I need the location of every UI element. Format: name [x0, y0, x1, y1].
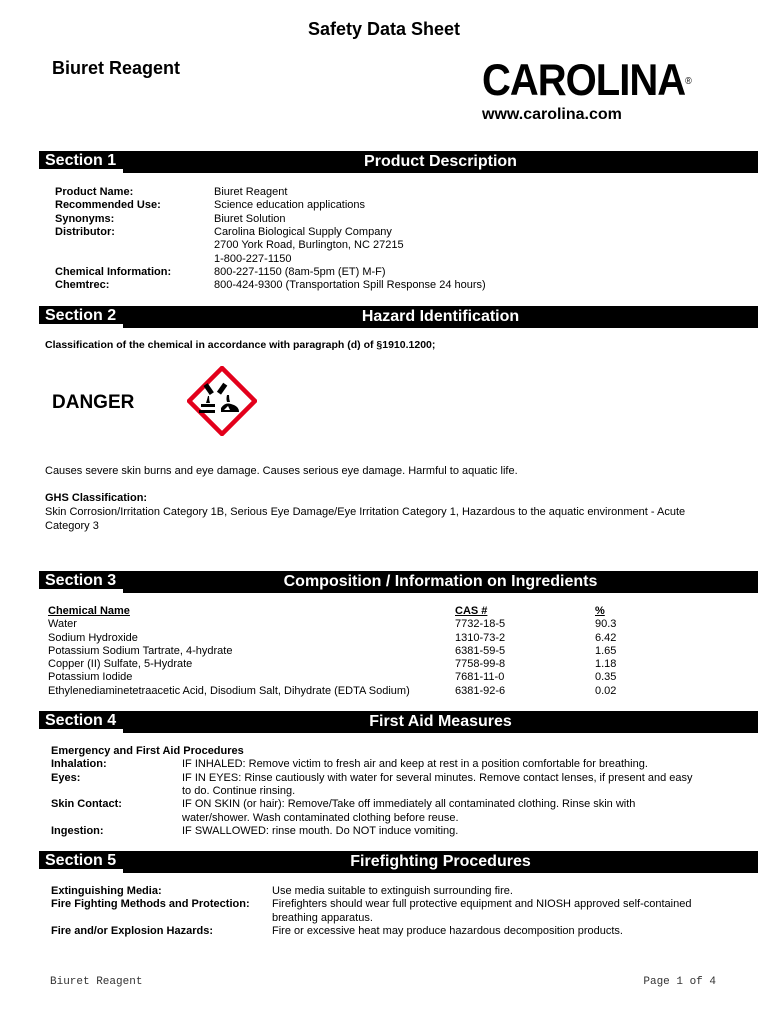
chemical-name-cell: Potassium Iodide — [48, 671, 133, 684]
chemical-name-cell: Ethylenediaminetetraacetic Acid, Disodium Salt, Dihydrate (EDTA Sodium) — [48, 684, 410, 697]
table-row — [48, 671, 675, 684]
logo-text: CAROLINA — [482, 56, 686, 106]
product-title: Biuret Reagent — [52, 58, 181, 78]
explosion-hazards-label: Fire and/or Explosion Hazards: — [51, 924, 213, 937]
inhalation-label: Inhalation: — [51, 758, 107, 771]
section-heading: Composition / Information on Ingredients — [283, 573, 598, 590]
distributor-line: 2700 York Road, Burlington, NC 27215 — [214, 239, 404, 252]
cas-cell: 7732-18-5 — [455, 618, 506, 631]
section-number: Section 4 — [45, 712, 117, 729]
chemical-information-value: 800-227-1150 (8am-5pm (ET) M-F) — [214, 265, 386, 278]
synonyms-value: Biuret Solution — [214, 212, 286, 225]
fire-fighting-methods-text: Firefighters should wear full protective equipment and NIOSH approved self-contained — [272, 898, 692, 911]
eyes-text: IF IN EYES: Rinse cautiously with water for several minutes. Remove contact lenses, if present and easy — [182, 771, 693, 784]
footer-page-number: Page 1 of 4 — [643, 976, 716, 988]
section-tab-divider — [39, 324, 123, 328]
section-heading: Product Description — [364, 153, 517, 170]
ghs-classification-text: Skin Corrosion/Irritation Category 1B, Serious Eye Damage/Eye Irritation Category 1, Hazardous to the aquatic environment - Acute Category 3 — [45, 506, 686, 532]
percent-cell: 1.18 — [595, 658, 617, 671]
recommended-use-value: Science education applications — [214, 199, 366, 212]
cas-cell: 7758-99-8 — [455, 658, 506, 671]
chemtrec-value: 800-424-9300 (Transportation Spill Response 24 hours) — [214, 279, 486, 292]
first-aid-block — [51, 745, 751, 841]
eyes-text: to do. Continue rinsing. — [182, 784, 296, 797]
section-tab-divider — [39, 729, 123, 733]
chemical-name-cell: Sodium Hydroxide — [48, 631, 138, 644]
product-name-value: Biuret Reagent — [214, 186, 288, 198]
skin-contact-text: water/shower. Wash contaminated clothing before reuse. — [182, 811, 459, 824]
column-header: % — [595, 605, 605, 617]
percent-cell: 6.42 — [595, 631, 617, 644]
percent-cell: 0.02 — [595, 684, 617, 697]
cas-cell: 1310-73-2 — [455, 631, 506, 644]
percent-cell: 1.65 — [595, 644, 617, 657]
first-aid-heading: Emergency and First Aid Procedures — [51, 745, 244, 757]
skin-contact-label: Skin Contact: — [51, 798, 122, 811]
section-tab-divider — [39, 869, 123, 873]
carolina-logo — [482, 56, 691, 124]
section-tab-divider — [39, 589, 123, 593]
signal-word: DANGER — [52, 392, 135, 413]
ingestion-text: IF SWALLOWED: rinse mouth. Do NOT induce vomiting. — [182, 824, 459, 837]
table-row — [48, 685, 675, 698]
section-tab-divider — [39, 169, 123, 173]
column-header: Chemical Name — [48, 605, 130, 617]
section-heading: Hazard Identification — [361, 308, 520, 325]
explosion-hazards-text: Fire or excessive heat may produce hazardous decomposition products. — [272, 924, 623, 937]
section-number: Section 5 — [45, 852, 117, 869]
fire-fighting-methods-label: Fire Fighting Methods and Protection: — [51, 898, 250, 911]
table-row — [48, 658, 675, 671]
skin-contact-text: IF ON SKIN (or hair): Remove/Take off immediately all contaminated clothing. Rinse skin with — [182, 798, 636, 811]
eyes-label: Eyes: — [51, 771, 81, 784]
corrosion-icon — [187, 366, 257, 436]
column-header: CAS # — [455, 605, 488, 617]
section-1-bar — [39, 151, 758, 173]
table-row — [48, 618, 675, 631]
logo-registered-mark: ® — [685, 75, 691, 87]
fire-fighting-methods-text: breathing apparatus. — [272, 911, 373, 924]
percent-cell: 0.35 — [595, 671, 617, 684]
distributor-label: Distributor: — [55, 225, 115, 238]
cas-cell: 6381-59-5 — [455, 644, 506, 657]
footer-product-name: Biuret Reagent — [50, 976, 143, 988]
synonyms-label: Synonyms: — [55, 212, 115, 225]
section-4-bar — [39, 711, 758, 733]
percent-cell: 90.3 — [595, 618, 617, 631]
product-name-label: Product Name: — [55, 186, 134, 198]
extinguishing-media-text: Use media suitable to extinguish surrounding fire. — [272, 885, 513, 897]
section-heading: First Aid Measures — [369, 713, 512, 730]
ghs-classification-label: GHS Classification: — [45, 492, 148, 504]
chemical-name-cell: Potassium Sodium Tartrate, 4-hydrate — [48, 644, 233, 657]
product-description-block — [55, 186, 755, 296]
chemical-name-cell: Copper (II) Sulfate, 5-Hydrate — [48, 658, 193, 671]
section-number: Section 1 — [45, 152, 117, 169]
hazard-statement: Causes severe skin burns and eye damage. Causes serious eye damage. Harmful to aquatic life. — [45, 465, 518, 477]
distributor-line: Carolina Biological Supply Company — [214, 225, 392, 238]
section-2-bar — [39, 306, 758, 328]
logo-url: www.carolina.com — [482, 106, 622, 123]
extinguishing-media-label: Extinguishing Media: — [51, 885, 162, 897]
section-5-bar — [39, 851, 758, 873]
section-number: Section 3 — [45, 572, 117, 589]
chemical-information-label: Chemical Information: — [55, 265, 172, 278]
classification-statement: Classification of the chemical in accordance with paragraph (d) of §1910.1200; — [45, 339, 436, 351]
section-number: Section 2 — [45, 307, 117, 324]
section-3-bar — [39, 571, 758, 593]
inhalation-text: IF INHALED: Remove victim to fresh air and keep at rest in a position comfortable for breathing. — [182, 758, 648, 771]
chemical-name-cell: Water — [48, 618, 77, 631]
firefighting-block — [51, 885, 751, 941]
cas-cell: 7681-11-0 — [455, 671, 505, 684]
distributor-line: 1-800-227-1150 — [214, 252, 292, 265]
cas-cell: 6381-92-6 — [455, 684, 506, 697]
document-title: Safety Data Sheet — [307, 19, 461, 39]
section-heading: Firefighting Procedures — [350, 853, 531, 870]
table-row — [48, 645, 675, 658]
recommended-use-label: Recommended Use: — [55, 199, 161, 212]
table-row — [48, 632, 675, 645]
composition-table — [48, 605, 675, 698]
ingestion-label: Ingestion: — [51, 824, 104, 837]
chemtrec-label: Chemtrec: — [55, 279, 110, 292]
table-header-row — [48, 605, 675, 618]
